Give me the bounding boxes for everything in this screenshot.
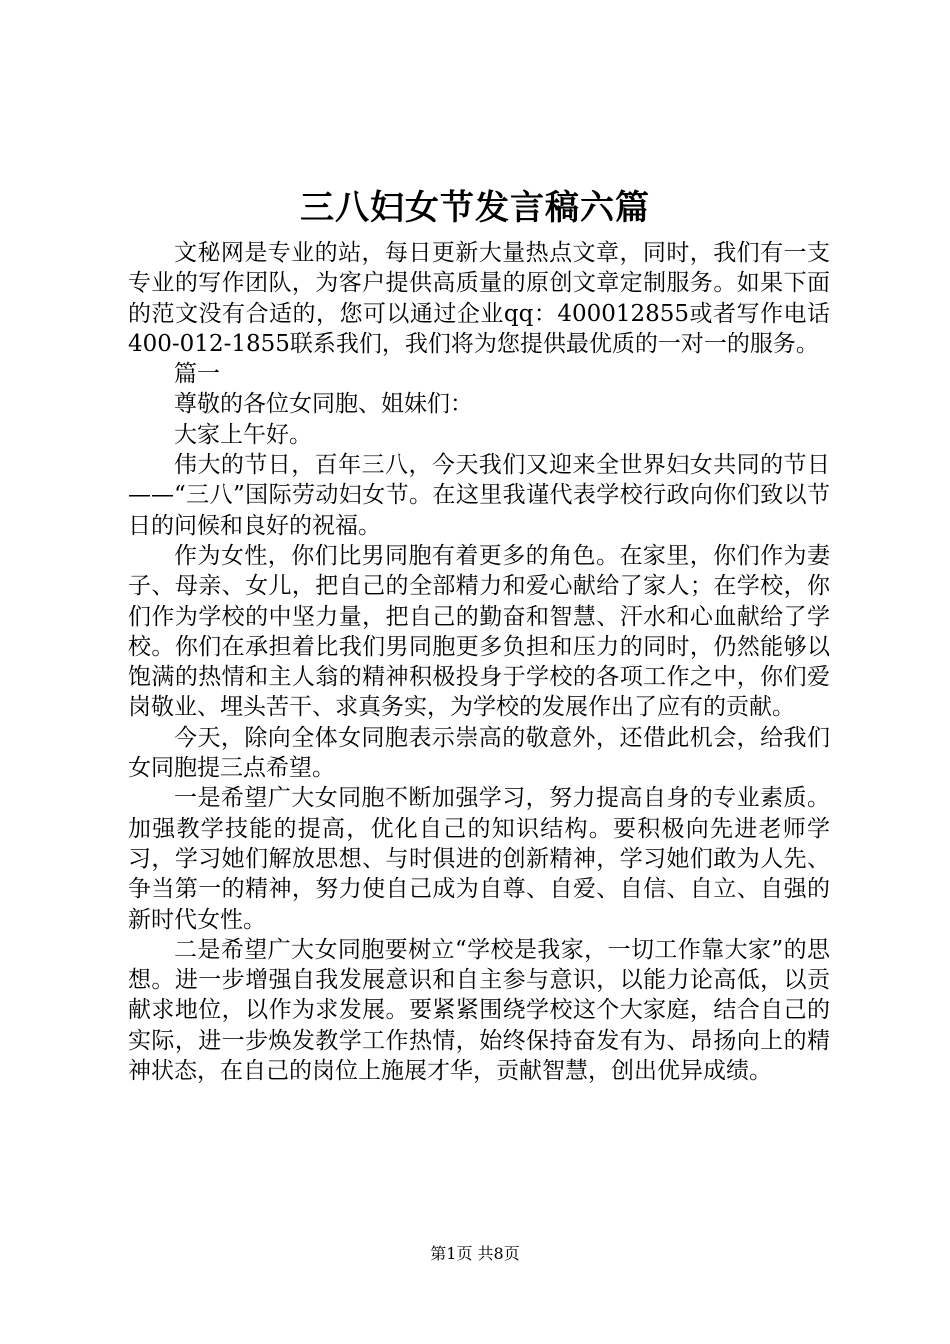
paragraph-greeting: 大家上午好。 <box>174 421 312 448</box>
paragraph-hopes-intro: 今天，除向全体女同胞表示崇高的敬意外，还借此机会，给我们女同胞提三点希望。 <box>128 724 830 782</box>
document-title: 三八妇女节发言稿六篇 <box>300 188 650 228</box>
paragraph-roles: 作为女性，你们比男同胞有着更多的角色。在家里，你们作为妻子、母亲、女儿，把自己的全部精力和爱心献给了家人；在学校，你们作为学校的中坚力量，把自己的勤奋和智慧、汗水和心血献给了学校。你们在承担着比我们男同胞更多负担和压力的同时，仍然能够以饱满的热情和主人翁的精神积极投身于学校的各项工作之中，你们爱岗敬业、埋头苦干、求真务实，为学校的发展作出了应有的贡献。 <box>128 542 830 721</box>
paragraph-salutation: 尊敬的各位女同胞、姐妹们： <box>174 391 473 418</box>
document-body <box>128 238 830 1086</box>
paragraph-hope-two: 二是希望广大女同胞要树立“学校是我家，一切工作靠大家”的思想。进一步增强自我发展意识和自主参与意识，以能力论高低，以贡献求地位，以作为求发展。要紧紧围绕学校这个大家庭，结合自己的实际，进一步焕发教学工作热情，始终保持奋发有为、昂扬向上的精神状态，在自己的岗位上施展才华，贡献智慧，创出优异成绩。 <box>128 936 830 1085</box>
paragraph-festival: 伟大的节日，百年三八，今天我们又迎来全世界妇女共同的节日——“三八”国际劳动妇女节。在这里我谨代表学校行政向你们致以节日的问候和良好的祝福。 <box>128 452 830 539</box>
page-number-footer: 第1页 共8页 <box>430 1244 520 1263</box>
paragraph-section-heading: 篇一 <box>174 361 220 388</box>
paragraph-intro: 文秘网是专业的站，每日更新大量热点文章，同时，我们有一支专业的写作团队，为客户提供高质量的原创文章定制服务。如果下面的范文没有合适的，您可以通过企业qq：400012855或者写作电话400-012-1855联系我们，我们将为您提供最优质的一对一的服务。 <box>128 240 830 357</box>
paragraph-hope-one: 一是希望广大女同胞不断加强学习，努力提高自身的专业素质。加强教学技能的提高，优化自己的知识结构。要积极向先进老师学习，学习她们解放思想、与时俱进的创新精神，学习她们敢为人先、争当第一的精神，努力使自己成为自尊、自爱、自信、自立、自强的新时代女性。 <box>128 785 830 933</box>
